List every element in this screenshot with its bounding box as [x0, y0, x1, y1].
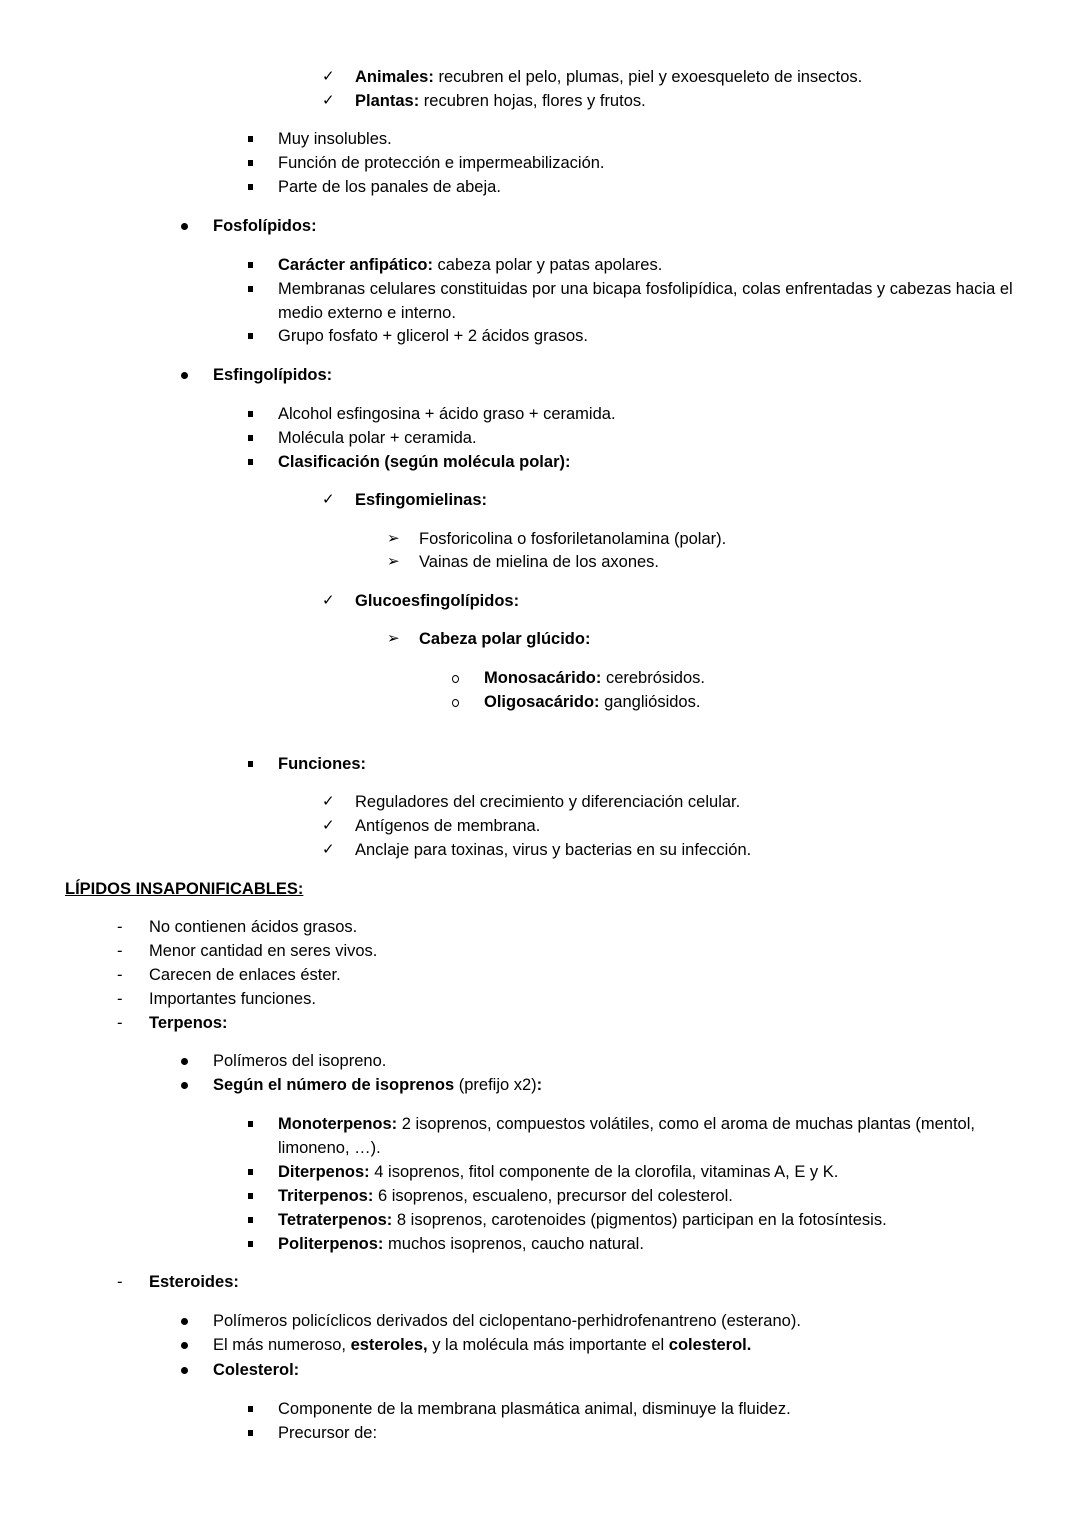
check-icon: ✓: [322, 592, 335, 609]
list-item: Vainas de mielina de los axones.: [419, 553, 660, 571]
square-bullet-icon: [248, 411, 253, 417]
square-bullet-icon: [248, 1406, 253, 1412]
list-item: Precursor de:: [278, 1424, 378, 1442]
dash-bullet-icon: -: [117, 1014, 123, 1032]
list-item: Grupo fosfato + glicerol + 2 ácidos grasos.: [278, 327, 589, 345]
list-item: Según el número de isoprenos (prefijo x2):: [213, 1076, 543, 1094]
check-icon: ✓: [322, 817, 335, 834]
list-item: Funciones:: [278, 755, 367, 773]
list-item: Glucoesfingolípidos:: [355, 592, 520, 610]
square-bullet-icon: [248, 1217, 253, 1223]
list-item: Animales: recubren el pelo, plumas, piel y exoesqueleto de insectos.: [355, 68, 863, 86]
list-item: Triterpenos: 6 isoprenos, escualeno, precursor del colesterol.: [278, 1187, 733, 1205]
circle-bullet-icon: [452, 699, 459, 707]
list-item: Parte de los panales de abeja.: [278, 178, 501, 196]
list-item: Antígenos de membrana.: [355, 817, 541, 835]
list-item: Membranas celulares constituidas por una bicapa fosfolipídica, colas enfrentadas y cabezas hacia el medio externo e interno.: [278, 280, 1013, 322]
section-title-fosfolipidos: Fosfolípidos:: [213, 217, 317, 235]
square-bullet-icon: [248, 160, 253, 166]
section-heading-insaponificables: LÍPIDOS INSAPONIFICABLES:: [65, 880, 304, 898]
list-item: Monosacárido: cerebrósidos.: [484, 669, 705, 687]
list-item: Muy insolubles.: [278, 130, 392, 148]
list-item: Carácter anfipático: cabeza polar y patas apolares.: [278, 256, 663, 274]
list-item: Monoterpenos: 2 isoprenos, compuestos volátiles, como el aroma de muchas plantas (mentol, limoneno, …).: [278, 1115, 975, 1157]
list-item: Molécula polar + ceramida.: [278, 429, 477, 447]
dash-bullet-icon: -: [117, 966, 123, 984]
arrow-bullet-icon: ➢: [387, 553, 400, 570]
list-item: Función de protección e impermeabilización.: [278, 154, 605, 172]
round-bullet-icon: [181, 1367, 188, 1374]
square-bullet-icon: [248, 262, 253, 268]
list-item: Politerpenos: muchos isoprenos, caucho natural.: [278, 1235, 644, 1253]
round-bullet-icon: [181, 1318, 188, 1325]
list-item: Tetraterpenos: 8 isoprenos, carotenoides (pigmentos) participan en la fotosíntesis.: [278, 1211, 887, 1229]
list-item: Anclaje para toxinas, virus y bacterias en su infección.: [355, 841, 752, 859]
round-bullet-icon: [181, 223, 188, 230]
check-icon: ✓: [322, 793, 335, 810]
square-bullet-icon: [248, 1241, 253, 1247]
list-item: No contienen ácidos grasos.: [149, 918, 358, 936]
list-item: Polímeros policíclicos derivados del ciclopentano-perhidrofenantreno (esterano).: [213, 1312, 801, 1330]
list-item: Reguladores del crecimiento y diferenciación celular.: [355, 793, 741, 811]
dash-bullet-icon: -: [117, 918, 123, 936]
list-item: Importantes funciones.: [149, 990, 316, 1008]
square-bullet-icon: [248, 435, 253, 441]
list-item: Alcohol esfingosina + ácido graso + ceramida.: [278, 405, 616, 423]
square-bullet-icon: [248, 761, 253, 767]
list-item: Polímeros del isopreno.: [213, 1052, 387, 1070]
round-bullet-icon: [181, 372, 188, 379]
list-item: Componente de la membrana plasmática animal, disminuye la fluidez.: [278, 1400, 791, 1418]
check-icon: ✓: [322, 491, 335, 508]
dash-bullet-icon: -: [117, 1273, 123, 1291]
list-item: Plantas: recubren hojas, flores y frutos.: [355, 92, 646, 110]
arrow-bullet-icon: ➢: [387, 530, 400, 547]
round-bullet-icon: [181, 1342, 188, 1349]
square-bullet-icon: [248, 184, 253, 190]
square-bullet-icon: [248, 1193, 253, 1199]
arrow-bullet-icon: ➢: [387, 630, 400, 647]
dash-bullet-icon: -: [117, 942, 123, 960]
check-icon: ✓: [322, 92, 335, 109]
check-icon: ✓: [322, 841, 335, 858]
list-item: Clasificación (según molécula polar):: [278, 453, 571, 471]
list-item: Diterpenos: 4 isoprenos, fitol componente de la clorofila, vitaminas A, E y K.: [278, 1163, 839, 1181]
list-item-colesterol: Colesterol:: [213, 1361, 300, 1379]
list-item-esteroides: Esteroides:: [149, 1273, 239, 1291]
square-bullet-icon: [248, 1430, 253, 1436]
list-item: Menor cantidad en seres vivos.: [149, 942, 378, 960]
square-bullet-icon: [248, 1121, 253, 1127]
check-icon: ✓: [322, 68, 335, 85]
list-item: Carecen de enlaces éster.: [149, 966, 341, 984]
round-bullet-icon: [181, 1058, 188, 1065]
square-bullet-icon: [248, 136, 253, 142]
square-bullet-icon: [248, 286, 253, 292]
list-item: El más numeroso, esteroles, y la molécula más importante el colesterol.: [213, 1336, 752, 1354]
list-item: Cabeza polar glúcido:: [419, 630, 591, 648]
list-item: Fosforicolina o fosforiletanolamina (polar).: [419, 530, 727, 548]
square-bullet-icon: [248, 459, 253, 465]
list-item: Oligosacárido: gangliósidos.: [484, 693, 701, 711]
square-bullet-icon: [248, 333, 253, 339]
section-title-esfingolipidos: Esfingolípidos:: [213, 366, 333, 384]
dash-bullet-icon: -: [117, 990, 123, 1008]
list-item: Esfingomielinas:: [355, 491, 488, 509]
list-item-terpenos: Terpenos:: [149, 1014, 228, 1032]
square-bullet-icon: [248, 1169, 253, 1175]
round-bullet-icon: [181, 1082, 188, 1089]
circle-bullet-icon: [452, 675, 459, 683]
